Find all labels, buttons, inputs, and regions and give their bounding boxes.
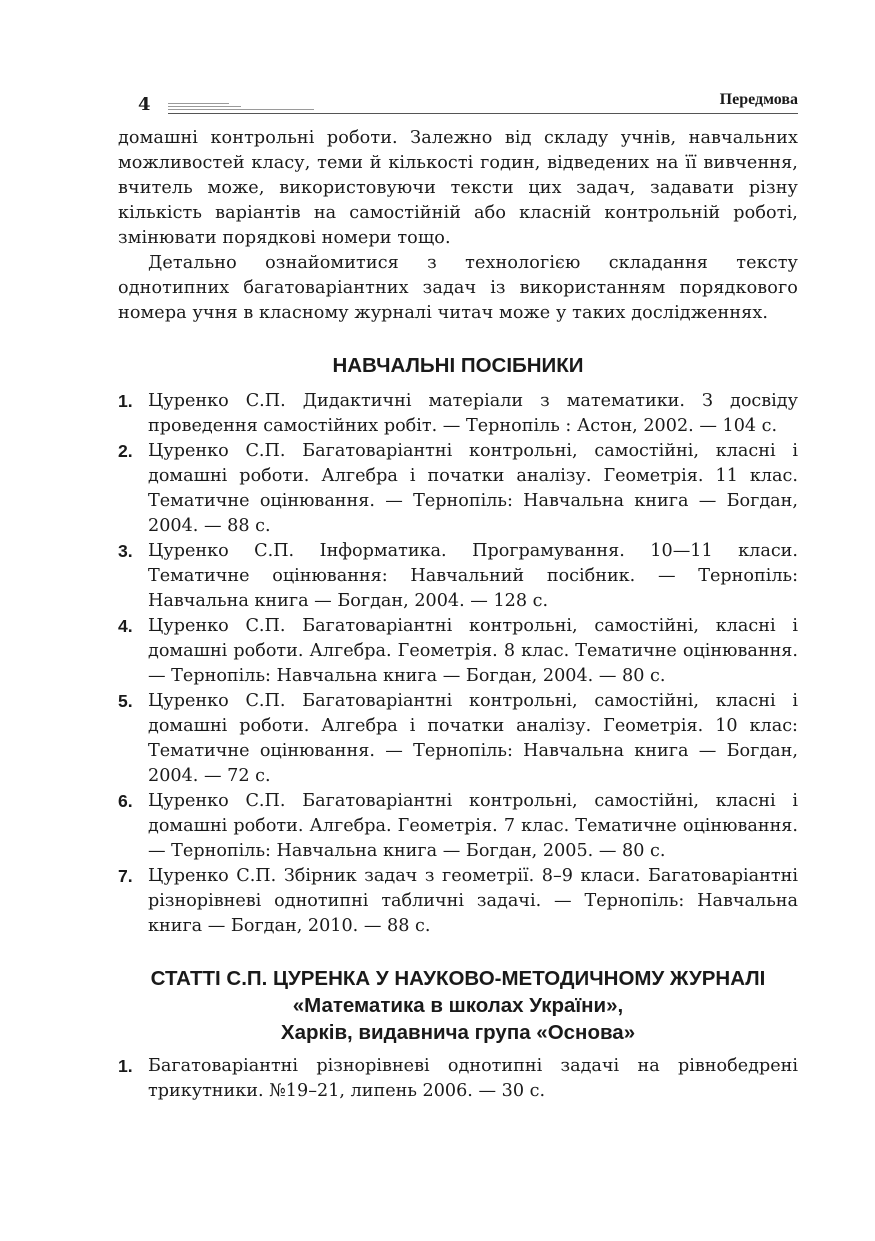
textbooks-heading: НАВЧАЛЬНІ ПОСІБНИКИ [332, 354, 584, 377]
item-number: 1. [118, 1056, 133, 1076]
list-item [118, 864, 798, 939]
item-text: Багатоваріантні різнорівневі однотипні задачі на рівнобедрені трикутники. №19–21, липень 2006. — 30 с. [148, 1056, 798, 1101]
list-item [118, 614, 798, 689]
articles-heading-line-3: Харків, видавнича група «Основа» [280, 1021, 636, 1044]
header-decorative-lines [168, 103, 314, 111]
item-text: Цуренко С.П. Багатоваріантні контрольні, самостійні, класні і домашні роботи. Алгебра. Геометрія. 7 клас. Тематичне оцінювання. — Тернопіль: Навчальна книга — Богдан, 2005. — 80 с. [148, 791, 798, 861]
item-text: Цуренко С.П. Збірник задач з геометрії. 8–9 класи. Багатоваріантні різнорівневі однотипні табличні задачі. — Тернопіль: Навчальна книга — Богдан, 2010. — 88 с. [148, 866, 798, 936]
intro-paragraph-2: Детально ознайомитися з технологією складання тексту однотипних багатоваріантних задач із використанням порядкового номера учня в класному журналі читач може у таких дослідженнях. [118, 253, 798, 323]
item-text: Цуренко С.П. Багатоваріантні контрольні, самостійні, класні і домашні роботи. Алгебра і початки аналізу. Геометрія. 11 клас. Тематичне оцінювання. — Тернопіль: Навчальна книга — Богдан, 2004. — 88 с. [148, 441, 798, 536]
item-number: 4. [118, 616, 133, 636]
page-header [118, 90, 798, 116]
articles-heading [118, 965, 798, 1046]
intro-paragraph-1: домашні контрольні роботи. Залежно від складу учнів, навчальних можливостей класу, теми й кількості годин, відведених на її вивчення, вчитель може, використовуючи тексти цих задач, задавати різну кількість варіантів на самостійній або класній контрольній роботі, змінювати порядкові номери тощо. [118, 128, 798, 248]
item-number: 3. [118, 541, 133, 561]
header-rule [168, 113, 798, 114]
textbooks-list [118, 389, 798, 939]
book-page [118, 90, 798, 1104]
item-number: 1. [118, 391, 133, 411]
articles-heading-line-2: «Математика в школах України», [292, 994, 624, 1017]
item-text: Цуренко С.П. Багатоваріантні контрольні, самостійні, класні і домашні роботи. Алгебра. Геометрія. 8 клас. Тематичне оцінювання. — Тернопіль: Навчальна книга — Богдан, 2004. — 80 с. [148, 616, 798, 686]
list-item [118, 389, 798, 439]
item-text: Цуренко С.П. Дидактичні матеріали з математики. З досвіду проведення самостійних робіт. — Тернопіль : Астон, 2002. — 104 с. [148, 391, 798, 436]
running-title: Передмова [719, 91, 798, 108]
item-text: Цуренко С.П. Багатоваріантні контрольні, самостійні, класні і домашні роботи. Алгебра і початки аналізу. Геометрія. 10 клас: Тематичне оцінювання. — Тернопіль: Навчальна книга — Богдан, 2004. — 72 с. [148, 691, 798, 786]
item-number: 6. [118, 791, 133, 811]
articles-heading-line-1: СТАТТІ С.П. ЦУРЕНКА У НАУКОВО-МЕТОДИЧНОМУ ЖУРНАЛІ [150, 967, 766, 990]
list-item [118, 689, 798, 789]
list-item [118, 539, 798, 614]
list-item [118, 439, 798, 539]
list-item [118, 789, 798, 864]
item-number: 5. [118, 691, 133, 711]
list-item [118, 1054, 798, 1104]
item-number: 7. [118, 866, 133, 886]
articles-list [118, 1054, 798, 1104]
item-number: 2. [118, 441, 133, 461]
item-text: Цуренко С.П. Інформатика. Програмування. 10—11 класи. Тематичне оцінювання: Навчальний посібник. — Тернопіль: Навчальна книга — Богдан, 2004. — 128 с. [148, 541, 798, 611]
page-number: 4 [138, 94, 151, 115]
